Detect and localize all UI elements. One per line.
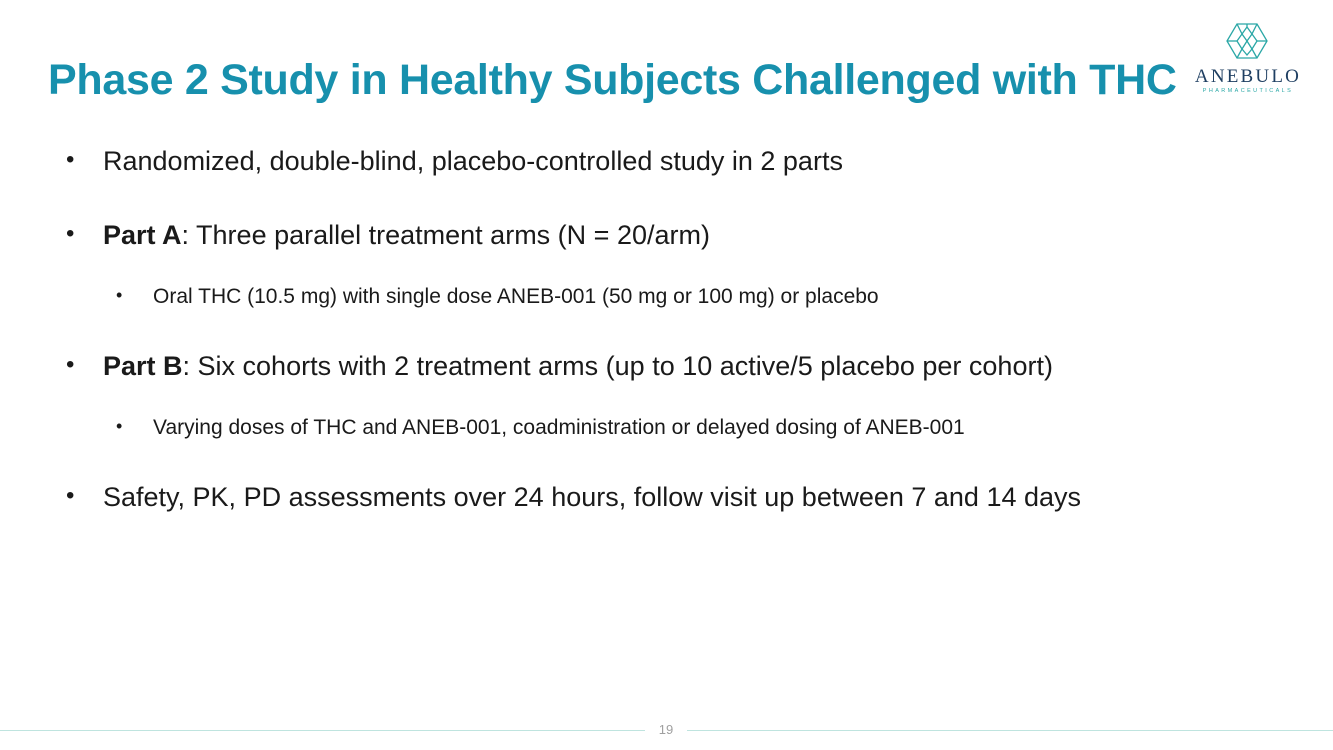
- bullet-dot: •: [116, 285, 123, 305]
- bullet-dot: •: [66, 482, 75, 509]
- bullet-dot: •: [66, 220, 75, 247]
- page-number: 19: [658, 722, 674, 737]
- footer-divider-right: [687, 730, 1333, 731]
- bullet-text: Oral THC (10.5 mg) with single dose ANEB-001 (50 mg or 100 mg) or placebo: [153, 285, 879, 308]
- slide-title: Phase 2 Study in Healthy Subjects Challenged with THC: [48, 56, 1177, 104]
- bullet-text: : Three parallel treatment arms (N = 20/arm): [181, 220, 710, 250]
- bullet-dot: •: [66, 146, 75, 173]
- bullet-bold-prefix: Part B: [103, 351, 183, 381]
- footer-divider-left: [0, 730, 645, 731]
- hexagon-lattice-icon: [1226, 22, 1268, 60]
- bullet-dot: •: [66, 351, 75, 378]
- bullet-text: Varying doses of THC and ANEB-001, coadministration or delayed dosing of ANEB-001: [153, 416, 965, 439]
- logo-subtitle: PHARMACEUTICALS: [1202, 88, 1294, 94]
- bullet-text: Safety, PK, PD assessments over 24 hours, follow visit up between 7 and 14 days: [103, 482, 1082, 512]
- company-logo: [1188, 22, 1308, 100]
- bullet-text: : Six cohorts with 2 treatment arms (up to 10 active/5 placebo per cohort): [182, 351, 1053, 381]
- logo-name: ANEBULO: [1194, 66, 1302, 87]
- bullet-text: Randomized, double-blind, placebo-controlled study in 2 parts: [103, 146, 843, 176]
- bullet-dot: •: [116, 416, 123, 436]
- bullet-bold-prefix: Part A: [103, 220, 182, 250]
